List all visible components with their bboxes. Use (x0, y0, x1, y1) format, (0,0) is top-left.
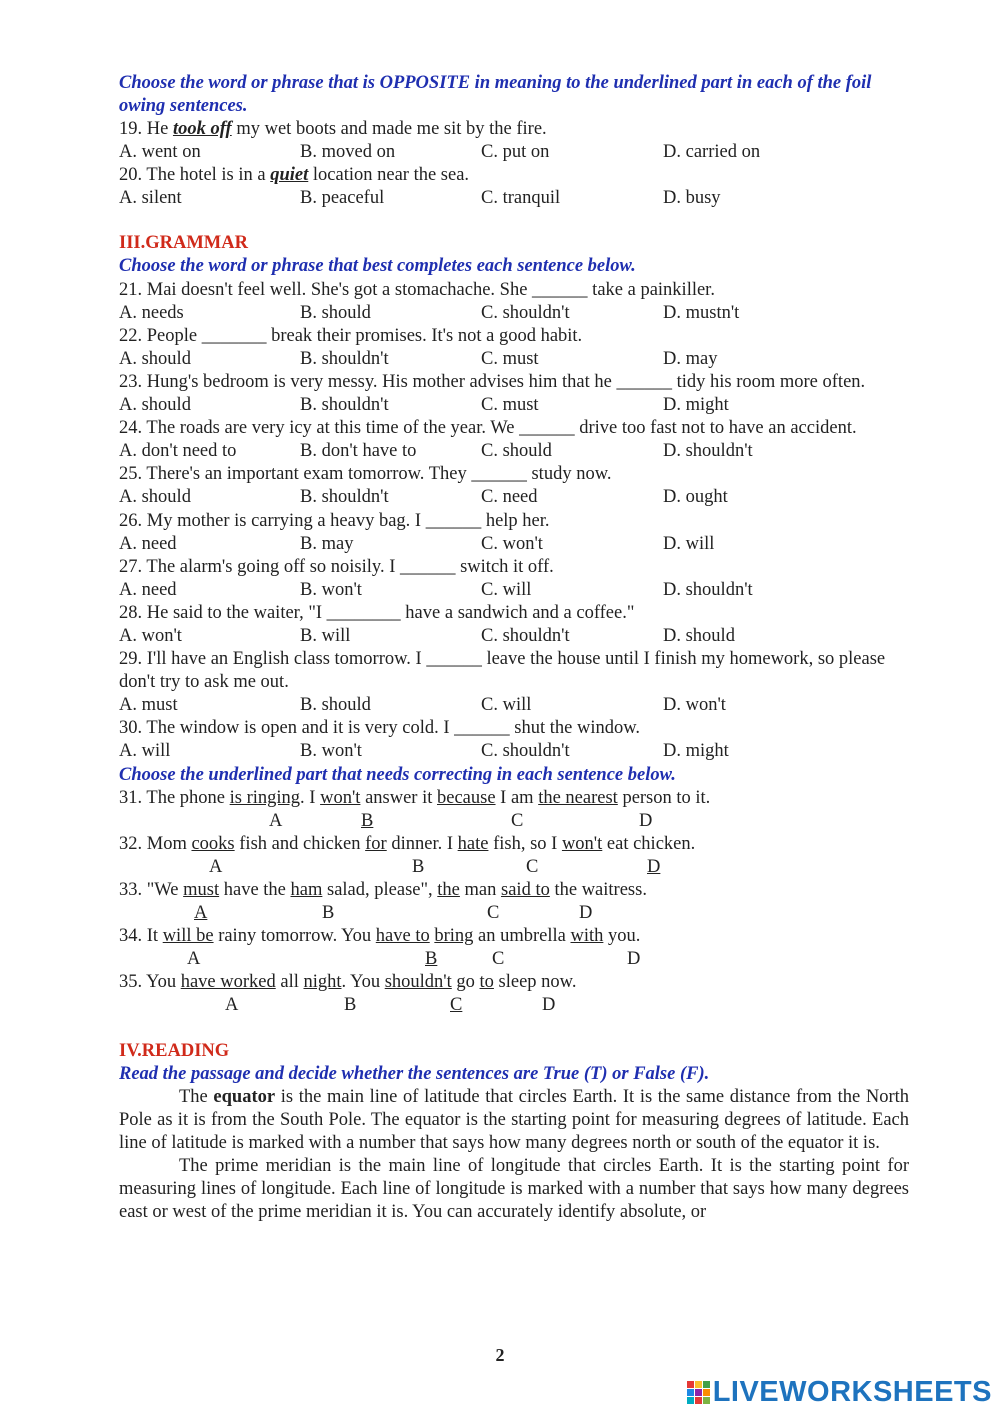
part-d[interactable]: won't (561, 833, 603, 854)
label-d: D (627, 949, 641, 970)
option-b[interactable]: B. shouldn't (300, 487, 389, 508)
opposite-instruction: Choose the word or phrase that is OPPOSITE in meaning to the underlined part in each of the foil owing sentences. (119, 73, 872, 117)
option-a[interactable]: A. need (119, 579, 177, 600)
question-30: 30. The window is open and it is very cold. I ______ shut the window. (119, 718, 641, 739)
underlined-phrase: quiet (270, 165, 309, 186)
question-24: 24. The roads are very icy at this time of the year. We ______ drive too fast not to have an accident. (119, 418, 857, 439)
question-26: 26. My mother is carrying a heavy bag. I ______ help her. (119, 510, 550, 531)
part-a[interactable]: will be (162, 926, 214, 947)
grammar-heading: III.GRAMMAR (119, 233, 248, 254)
option-c[interactable]: C. need (481, 487, 538, 508)
part-b[interactable]: night (303, 972, 342, 993)
worksheet-page (119, 72, 909, 1224)
label-d: D (579, 903, 593, 924)
underlined-phrase: took off (172, 119, 232, 139)
part-c[interactable]: because (437, 787, 496, 808)
liveworksheets-logo[interactable] (687, 1377, 992, 1407)
label-d: D (639, 810, 653, 831)
options-24 (119, 440, 909, 463)
option-b[interactable]: B. should (300, 695, 371, 716)
label-c: C (487, 903, 500, 924)
part-c[interactable]: bring (434, 926, 474, 947)
option-d[interactable]: D. busy (663, 188, 721, 209)
part-a[interactable]: cooks (191, 833, 235, 854)
part-a[interactable]: have worked (180, 972, 276, 993)
question-29: 29. I'll have an English class tomorrow. I ______ leave the house until I finish my homework, so please don't try to ask me out. (119, 649, 886, 693)
option-a[interactable]: A. must (119, 695, 178, 716)
label-b: B (412, 856, 425, 877)
option-a[interactable]: A. need (119, 533, 177, 554)
label-b: B (361, 810, 374, 831)
option-c[interactable]: C. put on (481, 142, 550, 163)
options-26 (119, 533, 909, 556)
option-a[interactable]: A. should (119, 395, 191, 416)
question-32: 32. Mom cooks fish and chicken for dinner. I hate fish, so I won't eat chicken. (119, 833, 696, 854)
option-c[interactable]: C. shouldn't (481, 741, 570, 762)
option-b[interactable]: B. won't (300, 741, 362, 762)
part-b[interactable]: ham (290, 880, 323, 900)
label-d: D (542, 995, 556, 1016)
part-c[interactable]: hate (457, 833, 489, 854)
options-25 (119, 486, 909, 509)
label-a: A (187, 949, 201, 970)
labels-33 (119, 902, 909, 925)
option-c[interactable]: C. must (481, 348, 539, 369)
part-d[interactable]: the nearest (538, 787, 618, 808)
label-c: C (492, 949, 505, 970)
correction-instruction: Choose the underlined part that needs correcting in each sentence below. (119, 764, 676, 785)
option-b[interactable]: B. don't have to (300, 441, 417, 462)
option-a[interactable]: A. went on (119, 142, 201, 163)
page-number: 2 (495, 1345, 505, 1365)
option-a[interactable]: A. won't (119, 625, 182, 646)
option-d[interactable]: D. shouldn't (663, 579, 753, 600)
options-22 (119, 348, 909, 371)
option-a[interactable]: A. silent (119, 188, 182, 209)
part-d[interactable]: with (570, 926, 604, 947)
label-a: A (209, 856, 223, 877)
grammar-instruction: Choose the word or phrase that best completes each sentence below. (119, 256, 636, 277)
option-b[interactable]: B. shouldn't (300, 348, 389, 369)
part-b[interactable]: won't (320, 787, 361, 808)
options-27 (119, 579, 909, 602)
reading-paragraph-2: The prime meridian is the main line of longitude that circles Earth. It is the starting point for measuring lines of longitude. Each line of longitude is marked with a number that says how many degrees east or west of the prime meridian it is. You can accurately identify absolute, or (119, 1156, 909, 1223)
option-b[interactable]: B. will (300, 625, 351, 646)
option-b[interactable]: B. peaceful (300, 188, 385, 209)
keyword-equator: equator (213, 1086, 276, 1107)
option-d[interactable]: D. might (663, 741, 729, 762)
option-a[interactable]: A. should (119, 487, 191, 508)
part-d[interactable]: to (479, 972, 494, 993)
labels-34 (119, 948, 909, 971)
options-23 (119, 394, 909, 417)
question-31: 31. The phone is ringing. I won't answer it because I am the nearest person to it. (119, 787, 711, 808)
labels-32 (119, 856, 909, 879)
option-c[interactable]: C. tranquil (481, 188, 561, 209)
option-a[interactable]: A. will (119, 741, 171, 762)
question-33: 33. "We must have the ham salad, please", the man said to the waitress. (119, 880, 647, 900)
options-20 (119, 187, 909, 210)
part-a[interactable]: is ringing (229, 787, 301, 808)
label-d: D (647, 856, 661, 877)
label-b: B (322, 903, 335, 924)
question-25: 25. There's an important exam tomorrow. They ______ study now. (119, 464, 612, 485)
question-35: 35. You have worked all night. You shouldn't go to sleep now. (119, 972, 577, 993)
option-c[interactable]: C. shouldn't (481, 625, 570, 646)
option-d[interactable]: D. should (663, 625, 735, 646)
part-b[interactable]: have to (375, 926, 430, 947)
label-c: C (526, 856, 539, 877)
options-19 (119, 141, 909, 164)
reading-instruction: Read the passage and decide whether the sentences are True (T) or False (F). (119, 1063, 710, 1084)
option-c[interactable]: C. will (481, 579, 532, 600)
question-23: 23. Hung's bedroom is very messy. His mother advises him that he ______ tidy his room more often. (119, 371, 866, 392)
option-b[interactable]: B. moved on (300, 142, 396, 163)
question-20: 20. The hotel is in a quiet location near the sea. (119, 165, 470, 186)
option-a[interactable]: A. needs (119, 302, 184, 323)
labels-35 (119, 994, 909, 1017)
option-c[interactable]: C. shouldn't (481, 302, 570, 323)
option-d[interactable]: D. shouldn't (663, 441, 753, 462)
logo-text: LIVEWORKSHEETS (712, 1375, 992, 1408)
label-a: A (194, 903, 208, 924)
option-d[interactable]: D. mustn't (663, 302, 740, 323)
labels-31 (119, 810, 909, 833)
question-22: 22. People _______ break their promises. It's not a good habit. (119, 325, 583, 346)
options-21 (119, 302, 909, 325)
option-c[interactable]: C. won't (481, 533, 543, 554)
option-d[interactable]: D. carried on (663, 142, 761, 163)
label-a: A (225, 995, 239, 1016)
option-c[interactable]: C. should (481, 441, 552, 462)
label-c: C (511, 810, 524, 831)
option-d[interactable]: D. may (663, 348, 718, 369)
option-a[interactable]: A. don't need to (119, 441, 237, 462)
option-a[interactable]: A. should (119, 348, 191, 369)
option-b[interactable]: B. won't (300, 579, 362, 600)
part-b[interactable]: for (365, 833, 387, 854)
question-28: 28. He said to the waiter, "I ________ have a sandwich and a coffee." (119, 602, 635, 623)
option-d[interactable]: D. won't (663, 695, 726, 716)
label-b: B (344, 995, 357, 1016)
label-b: B (425, 949, 438, 970)
reading-paragraph-1: The equator is the main line of latitude that circles Earth. It is the same distance from the North Pole as it is from the South Pole. The equator is the starting point for measuring degrees of latitude. Each line of latitude is marked with a number that says how many degrees north or south of the equator it is. (119, 1086, 910, 1153)
option-b[interactable]: B. shouldn't (300, 395, 389, 416)
options-30 (119, 740, 909, 763)
part-d[interactable]: said to (501, 880, 550, 900)
label-a: A (269, 810, 283, 831)
option-b[interactable]: B. may (300, 533, 354, 554)
option-c[interactable]: C. must (481, 395, 539, 416)
label-c: C (450, 995, 463, 1016)
question-19: 19. He took off my wet boots and made me sit by the fire. (119, 119, 547, 139)
part-a[interactable]: must (183, 880, 220, 900)
question-34: 34. It will be rainy tomorrow. You have to bring an umbrella with you. (119, 926, 641, 947)
option-d[interactable]: D. ought (663, 487, 728, 508)
options-28 (119, 625, 909, 648)
logo-grid-icon (687, 1381, 710, 1404)
option-d[interactable]: D. might (663, 395, 729, 416)
part-c[interactable]: the (437, 880, 460, 900)
question-21: 21. Mai doesn't feel well. She's got a stomachache. She ______ take a painkiller. (119, 279, 715, 300)
options-29 (119, 694, 909, 717)
part-c[interactable]: shouldn't (384, 972, 452, 993)
reading-heading: IV.READING (119, 1040, 230, 1061)
option-c[interactable]: C. will (481, 695, 532, 716)
question-27: 27. The alarm's going off so noisily. I ______ switch it off. (119, 556, 554, 577)
option-b[interactable]: B. should (300, 302, 371, 323)
option-d[interactable]: D. will (663, 533, 715, 554)
